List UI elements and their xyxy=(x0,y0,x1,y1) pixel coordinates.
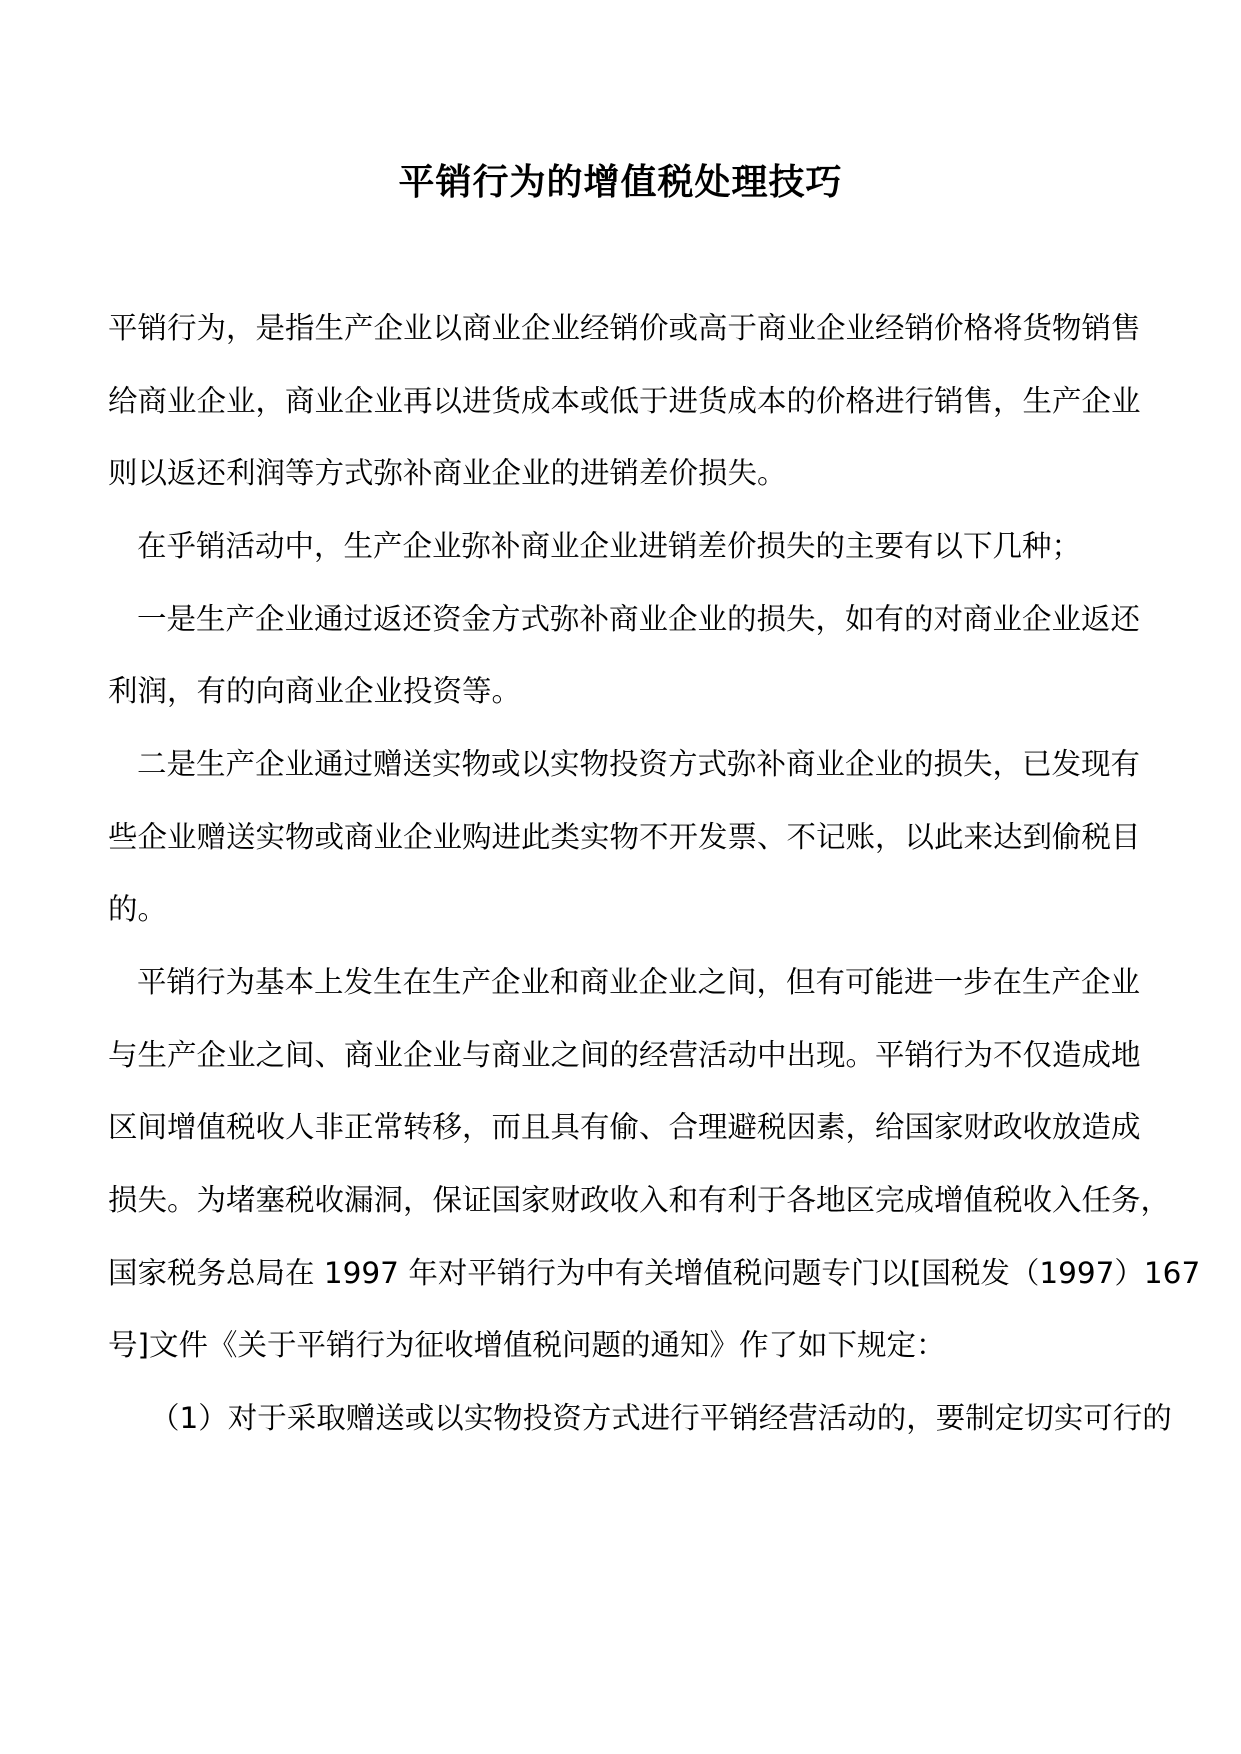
paragraph-line: 一是生产企业通过返还资金方式弥补商业企业的损失，如有的对商业企业返还 xyxy=(137,602,1141,636)
paragraph-line: 国家税务总局在 1997 年对平销行为中有关增值税问题专门以[国税发（1997）167 xyxy=(108,1256,1201,1290)
paragraph-line: 区间增值税收人非正常转移，而且具有偷、合理避税因素，给国家财政收放造成 xyxy=(108,1110,1141,1144)
paragraph-line: 利润，有的向商业企业投资等。 xyxy=(108,674,522,708)
document-title: 平销行为的增值税处理技巧 xyxy=(398,162,843,203)
paragraph-line: 平销行为基本上发生在生产企业和商业企业之间，但有可能进一步在生产企业 xyxy=(137,965,1141,999)
paragraph-line: 号]文件《关于平销行为征收增值税问题的通知》作了如下规定： xyxy=(108,1328,946,1362)
paragraph-line: 的。 xyxy=(108,892,168,926)
paragraph-line: 平销行为，是指生产企业以商业企业经销价或高于商业企业经销价格将货物销售 xyxy=(108,311,1141,345)
paragraph-line: 则以返还利润等方式弥补商业企业的进销差价损失。 xyxy=(108,456,787,490)
paragraph-line: 二是生产企业通过赠送实物或以实物投资方式弥补商业企业的损失，已发现有 xyxy=(137,747,1141,781)
paragraph-line: 与生产企业之间、商业企业与商业之间的经营活动中出现。平销行为不仅造成地 xyxy=(108,1038,1141,1072)
paragraph-line: 些企业赠送实物或商业企业购进此类实物不开发票、不记账，以此来达到偷税目 xyxy=(108,820,1141,854)
paragraph-line: 损失。为堵塞税收漏洞，保证国家财政收入和有利于各地区完成增值税收入任务， xyxy=(108,1183,1171,1217)
paragraph-line: （1）对于采取赠送或以实物投资方式进行平销经营活动的，要制定切实可行的 xyxy=(150,1401,1172,1435)
paragraph-line: 在乎销活动中，生产企业弥补商业企业进销差价损失的主要有以下几种； xyxy=(137,529,1082,563)
paragraph-line: 给商业企业，商业企业再以进货成本或低于进货成本的价格进行销售，生产企业 xyxy=(108,384,1141,418)
